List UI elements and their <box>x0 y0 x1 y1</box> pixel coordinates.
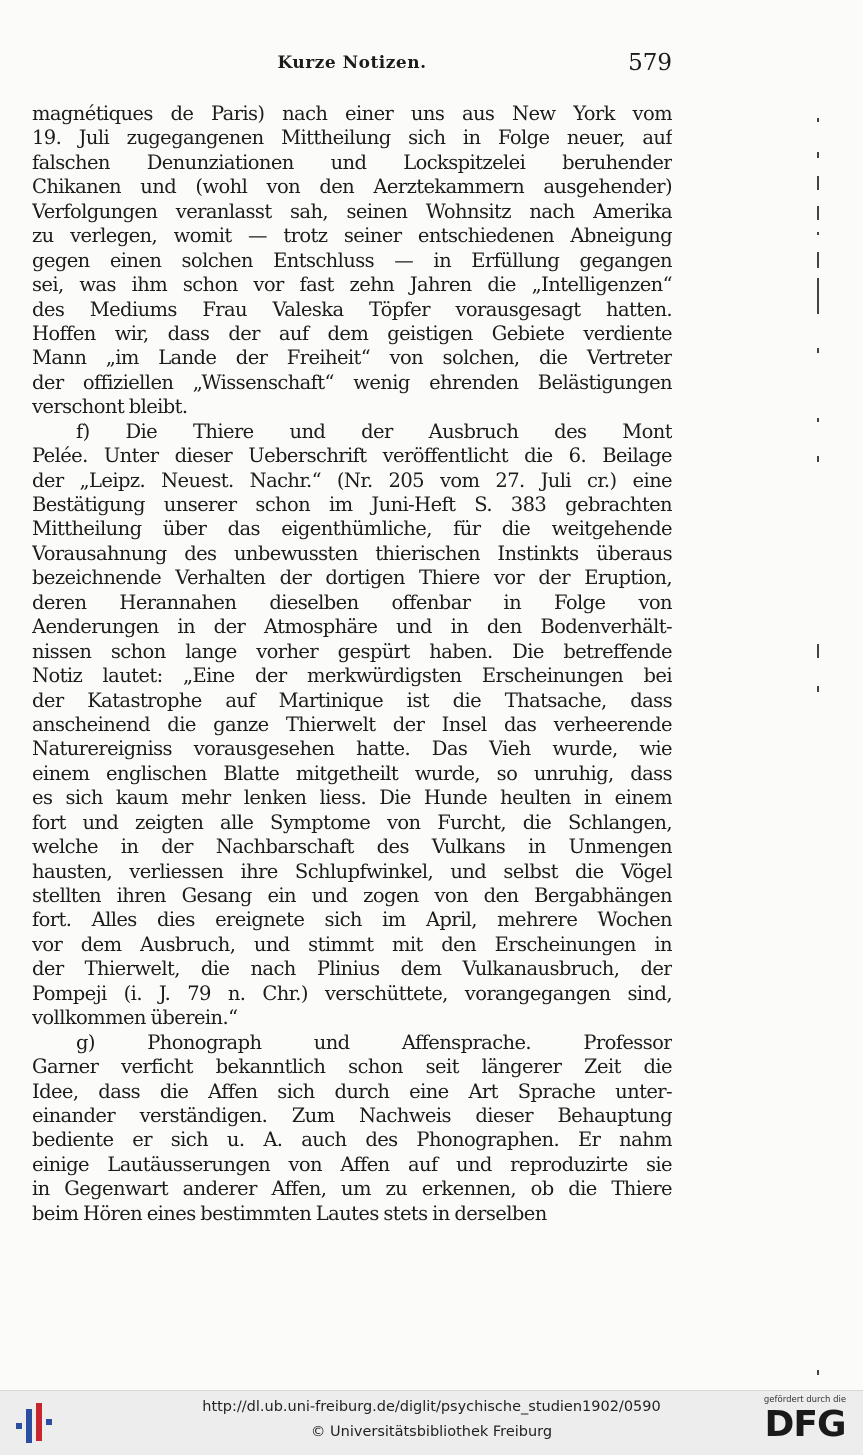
text-line: es sich kaum mehr lenken liess. Die Hunde heulten in einem <box>32 786 672 810</box>
source-url[interactable]: http://dl.ub.uni-freiburg.de/diglit/psychische_studien1902/0590 <box>202 1399 661 1415</box>
text-line: fort. Alles dies ereignete sich im April, mehrere Wochen <box>32 908 672 932</box>
viewer-footer <box>0 1390 863 1455</box>
text-line: der Thierwelt, die nach Plinius dem Vulkanausbruch, der <box>32 957 672 981</box>
text-line: einige Lautäusserungen von Affen auf und reproduzirte sie <box>32 1152 672 1176</box>
text-line: bediente er sich u. A. auch des Phonographen. Er nahm <box>32 1128 672 1152</box>
text-line: einander verständigen. Zum Nachweis dieser Behauptung <box>32 1103 672 1127</box>
text-line: stellten ihren Gesang ein und zogen von den Bergabhängen <box>32 884 672 907</box>
text-line: hausten, verliessen ihre Schlupfwinkel, und selbst die Vögel <box>32 859 672 883</box>
text-line: Mittheilung über das eigenthümliche, für die weitgehende <box>32 517 672 541</box>
text-line: beim Hören eines bestimmten Lautes stets in derselben <box>32 1201 547 1225</box>
text-line: welche in der Nachbarschaft des Vulkans in Unmengen <box>32 835 672 859</box>
text-line: Naturereigniss vorausgesehen hatte. Das Vieh wurde, wie <box>32 737 672 761</box>
copyright-notice: © Universitätsbibliothek Freiburg <box>310 1424 553 1440</box>
text-line: der offiziellen „Wissenschaft“ wenig ehrenden Belästigungen <box>32 370 672 394</box>
page-number: 579 <box>628 50 672 76</box>
text-line: gegen einen solchen Entschluss — in Erfüllung gegangen <box>32 248 672 272</box>
text-line: Pelée. Unter dieser Ueberschrift veröffentlicht die 6. Beilage <box>32 444 672 468</box>
text-line: falschen Denunziationen und Lockspitzelei beruhender <box>32 150 672 174</box>
text-line: f) Die Thiere und der Ausbruch des Mont <box>76 419 672 443</box>
text-line: Pompeji (i. J. 79 n. Chr.) verschüttete, vorangegangen sind, <box>32 981 672 1005</box>
text-line: Notiz lautet: „Eine der merkwürdigsten Erscheinungen bei <box>32 664 672 688</box>
dfg-caption: gefördert durch die <box>763 1395 847 1405</box>
text-line: 19. Juli zugegangenen Mittheilung sich in Folge neuer, auf <box>32 126 672 150</box>
running-title: Kurze Notizen. <box>277 53 427 73</box>
text-line: Vorausahnung des unbewussten thierischen Instinkts überaus <box>32 541 672 565</box>
running-head <box>32 50 672 80</box>
text-line: des Mediums Frau Valeska Töpfer vorausgesagt hatten. <box>32 297 672 321</box>
text-line: zu verlegen, womit — trotz seiner entschiedenen Abneigung <box>32 224 672 248</box>
dfg-logo <box>755 1395 855 1445</box>
text-line: der „Leipz. Neuest. Nachr.“ (Nr. 205 vom 27. Juli cr.) eine <box>32 468 672 492</box>
text-line: Aenderungen in der Atmosphäre und in den Bodenverhält- <box>32 615 672 639</box>
body-text <box>32 102 672 1226</box>
text-line: der Katastrophe auf Martinique ist die Thatsache, dass <box>32 688 672 712</box>
text-line: Chikanen und (wohl von den Aerztekammern ausgehender) <box>32 175 672 199</box>
text-line: deren Herannahen dieselben offenbar in Folge von <box>32 590 672 614</box>
text-line: vollkommen überein.“ <box>32 1006 238 1030</box>
text-line: Mann „im Lande der Freiheit“ von solchen, die Vertreter <box>32 346 672 370</box>
text-line: anscheinend die ganze Thierwelt der Insel das verheerende <box>32 712 672 736</box>
text-line: einem englischen Blatte mitgetheilt wurde, so unruhig, dass <box>32 761 672 785</box>
text-line: Verfolgungen veranlasst sah, seinen Wohnsitz nach Amerika <box>32 199 672 223</box>
text-line: sei, was ihm schon vor fast zehn Jahren die „Intelligenzen“ <box>32 273 672 297</box>
text-line: nissen schon lange vorher gespürt haben. Die betreffende <box>32 639 672 663</box>
text-line: bezeichnende Verhalten der dortigen Thiere vor der Eruption, <box>32 566 672 590</box>
text-line: vor dem Ausbruch, und stimmt mit den Erscheinungen in <box>32 932 672 956</box>
text-line: Garner verficht bekanntlich schon seit längerer Zeit die <box>32 1055 672 1079</box>
dfg-wordmark: DFG <box>764 1404 846 1445</box>
text-line: Idee, dass die Affen sich durch eine Art Sprache unter- <box>32 1079 672 1103</box>
text-line: Hoffen wir, dass der auf dem geistigen Gebiete verdiente <box>32 321 672 345</box>
text-line: in Gegenwart anderer Affen, um zu erkennen, ob die Thiere <box>32 1177 672 1201</box>
text-line: Bestätigung unserer schon im Juni-Heft S. 383 gebrachten <box>32 493 672 516</box>
text-line: verschont bleibt. <box>32 395 188 419</box>
text-line: magnétiques de Paris) nach einer uns aus New York vom <box>32 102 672 125</box>
text-line: fort und zeigten alle Symptome von Furcht, die Schlangen, <box>32 810 672 834</box>
text-line: g) Phonograph und Affensprache. Professor <box>76 1030 672 1054</box>
